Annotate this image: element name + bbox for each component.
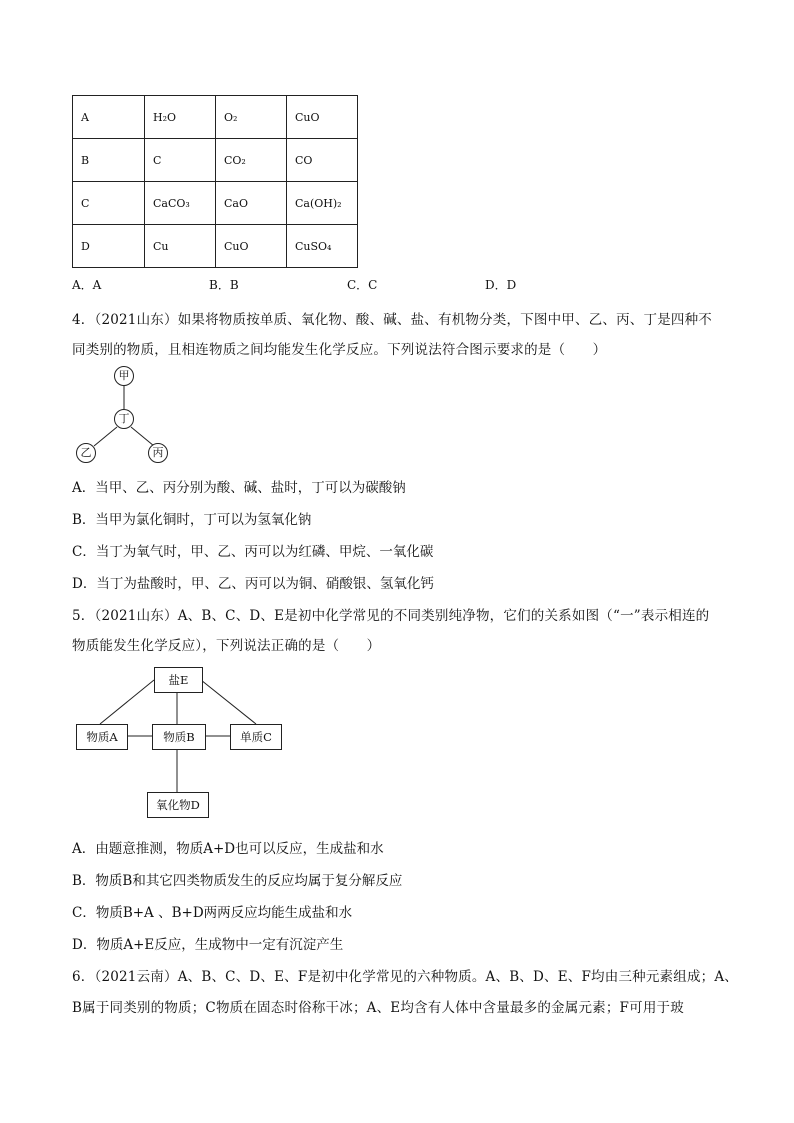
- node-ding: 丁: [114, 409, 134, 429]
- q4-option-a[interactable]: A．当甲、乙、丙分别为酸、碱、盐时，丁可以为碳酸钠: [72, 480, 406, 496]
- node-yi: 乙: [76, 443, 96, 463]
- q4-option-d[interactable]: D．当丁为盐酸时，甲、乙、丙可以为铜、硝酸银、氢氧化钙: [72, 576, 434, 592]
- table-cell: O₂: [216, 96, 287, 139]
- options-table: [72, 95, 358, 268]
- table-cell: CuO: [287, 96, 358, 139]
- q5-stem-line2: 物质能发生化学反应），下列说法正确的是（ ）: [72, 638, 381, 654]
- table-cell: CaO: [216, 182, 287, 225]
- table-row: [73, 225, 358, 268]
- answer-choice-c[interactable]: C．C: [347, 278, 378, 292]
- q4-option-b[interactable]: B．当甲为氯化铜时，丁可以为氢氧化钠: [72, 512, 312, 528]
- table-cell: B: [73, 139, 145, 182]
- node-substance-b: 物质B: [152, 724, 206, 750]
- table-cell: H₂O: [145, 96, 216, 139]
- table-cell: Ca(OH)₂: [287, 182, 358, 225]
- q5-option-c[interactable]: C．物质B+A 、B+D两两反应均能生成盐和水: [72, 905, 353, 921]
- q5-diagram: [70, 664, 290, 824]
- node-jia: 甲: [114, 366, 134, 386]
- q5-option-a[interactable]: A．由题意推测，物质A+D也可以反应，生成盐和水: [72, 841, 384, 857]
- table-row: [73, 139, 358, 182]
- table-row: [73, 96, 358, 139]
- table-cell: A: [73, 96, 145, 139]
- table-cell: CaCO₃: [145, 182, 216, 225]
- table-cell: CO: [287, 139, 358, 182]
- table-cell: CuSO₄: [287, 225, 358, 268]
- q6-stem-line1: 6．（2021云南）A、B、C、D、E、F是初中化学常见的六种物质。A、B、D、E、F均由三种元素组成；A、: [72, 969, 739, 985]
- q4-diagram: [70, 364, 180, 464]
- table-cell: CuO: [216, 225, 287, 268]
- table-cell: C: [73, 182, 145, 225]
- q5-stem-line1: 5．（2021山东）A、B、C、D、E是初中化学常见的不同类别纯净物，它们的关系如图（“一”表示相连的: [72, 608, 710, 624]
- q4-stem-line1: 4．（2021山东）如果将物质按单质、氧化物、酸、碱、盐、有机物分类，下图中甲、乙、丙、丁是四种不: [72, 312, 712, 328]
- q6-stem-line2: B属于同类别的物质；C物质在固态时俗称干冰；A、E均含有人体中含量最多的金属元素；F可用于玻: [72, 1000, 684, 1016]
- table-cell: CO₂: [216, 139, 287, 182]
- answer-choice-b[interactable]: B．B: [209, 278, 239, 292]
- table-cell: Cu: [145, 225, 216, 268]
- q3-answer-row: [0, 276, 794, 294]
- answer-choice-a[interactable]: A．A: [72, 278, 102, 292]
- q5-option-b[interactable]: B．物质B和其它四类物质发生的反应均属于复分解反应: [72, 873, 403, 889]
- node-element-c: 单质C: [230, 724, 282, 750]
- table-cell: D: [73, 225, 145, 268]
- q5-option-d[interactable]: D．物质A+E反应，生成物中一定有沉淀产生: [72, 937, 344, 953]
- node-bing: 丙: [148, 443, 168, 463]
- node-salt-e: 盐E: [154, 667, 203, 693]
- node-oxide-d: 氧化物D: [147, 792, 209, 818]
- q4-stem-line2: 同类别的物质，且相连物质之间均能发生化学反应。下列说法符合图示要求的是（ ）: [72, 342, 607, 358]
- node-substance-a: 物质A: [76, 724, 128, 750]
- table-cell: C: [145, 139, 216, 182]
- table-row: [73, 182, 358, 225]
- answer-choice-d[interactable]: D．D: [485, 278, 517, 292]
- q4-option-c[interactable]: C．当丁为氧气时，甲、乙、丙可以为红磷、甲烷、一氧化碳: [72, 544, 434, 560]
